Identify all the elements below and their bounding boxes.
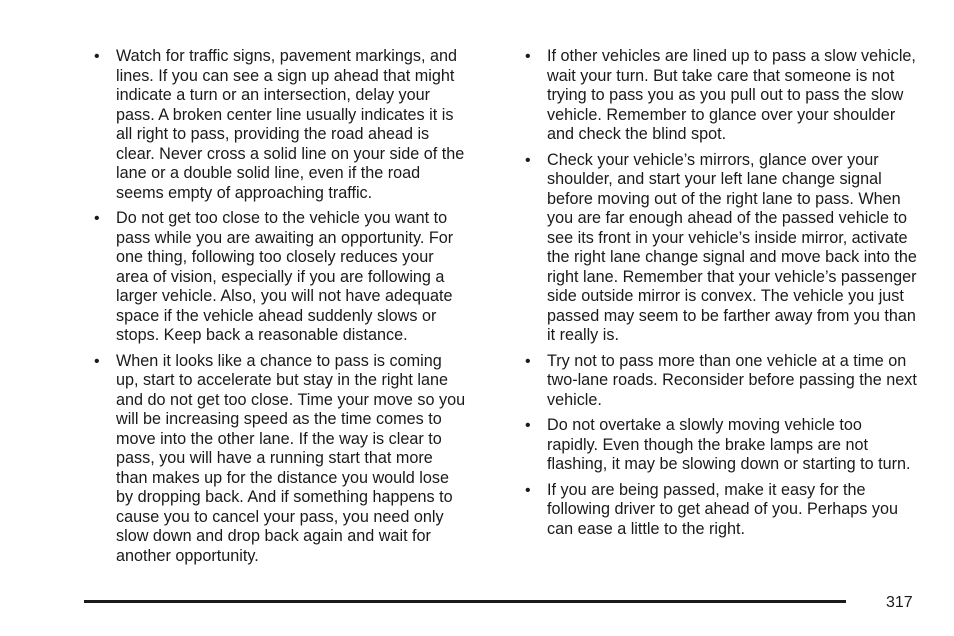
bullet-icon: • xyxy=(525,417,531,434)
bullet-icon: • xyxy=(94,352,100,370)
bullet-icon: • xyxy=(525,352,531,370)
list-item-text: When it looks like a chance to pass is coming up, start to accelerate but stay in the right lane and do not get too close. Time your move so you will be increasing speed as the time comes to move into the other lane. If the way is clear to pass, you will have a running start that more than makes up for the distance you would lose by dropping back. And if something happens to cause you to cancel your pass, you need only slow down and drop back again and wait for another opportunity. xyxy=(116,351,466,565)
list-item xyxy=(94,47,466,203)
bullet-icon: • xyxy=(94,48,100,65)
list-item xyxy=(94,209,466,346)
bullet-icon: • xyxy=(525,48,531,65)
list-item-text: If you are being passed, make it easy for the following driver to get ahead of you. Perhaps you can ease a little to the right. xyxy=(547,480,898,538)
list-item xyxy=(525,481,917,540)
list-item-text: Try not to pass more than one vehicle at a time on two-lane roads. Reconsider before passing the next vehicle. xyxy=(547,351,917,409)
right-column xyxy=(525,47,917,545)
list-item xyxy=(525,47,917,145)
list-item xyxy=(94,352,466,567)
list-item-text: If other vehicles are lined up to pass a slow vehicle, wait your turn. But take care that someone is not trying to pass you as you pull out to pass the slow vehicle. Remember to glance over your shoulder and check the blind spot. xyxy=(547,47,916,143)
list-item-text: Watch for traffic signs, pavement markings, and lines. If you can see a sign up ahead that might indicate a turn or an intersection, delay your pass. A broken center line usually indicates it is all right to pass, providing the road ahead is clear. Never cross a solid line on your side of the lane or a double solid line, even if the road seems empty of approaching traffic. xyxy=(116,47,465,202)
list-item-text: Do not get too close to the vehicle you want to pass while you are awaiting an opportunity. For one thing, following too closely reduces your area of vision, especially if you are following a larger vehicle. Also, you will not have adequate space if the vehicle ahead suddenly slows or stops. Keep back a reasonable distance. xyxy=(116,209,454,344)
bullet-icon: • xyxy=(94,210,100,227)
page-number: 317 xyxy=(886,594,913,611)
list-item xyxy=(525,416,917,475)
list-item-text: Do not overtake a slowly moving vehicle too rapidly. Even though the brake lamps are not flashing, it may be slowing down or starting to turn. xyxy=(547,416,911,473)
list-item-text: Check your vehicle’s mirrors, glance over your shoulder, and start your left lane change signal before moving out of the right lane to pass. When you are far enough ahead of the passed vehicle to see its front in your vehicle’s inside mirror, activate the right lane change signal and move back into the right lane. Remember that your vehicle’s passenger side outside mirror is convex. The vehicle you just passed may seem to be farther away from you than it really is. xyxy=(547,150,917,344)
bullet-icon: • xyxy=(525,481,531,499)
list-item xyxy=(525,352,917,411)
list-item xyxy=(525,151,917,346)
left-column xyxy=(94,47,466,572)
footer-rule xyxy=(84,600,846,603)
bullet-icon: • xyxy=(525,151,531,169)
